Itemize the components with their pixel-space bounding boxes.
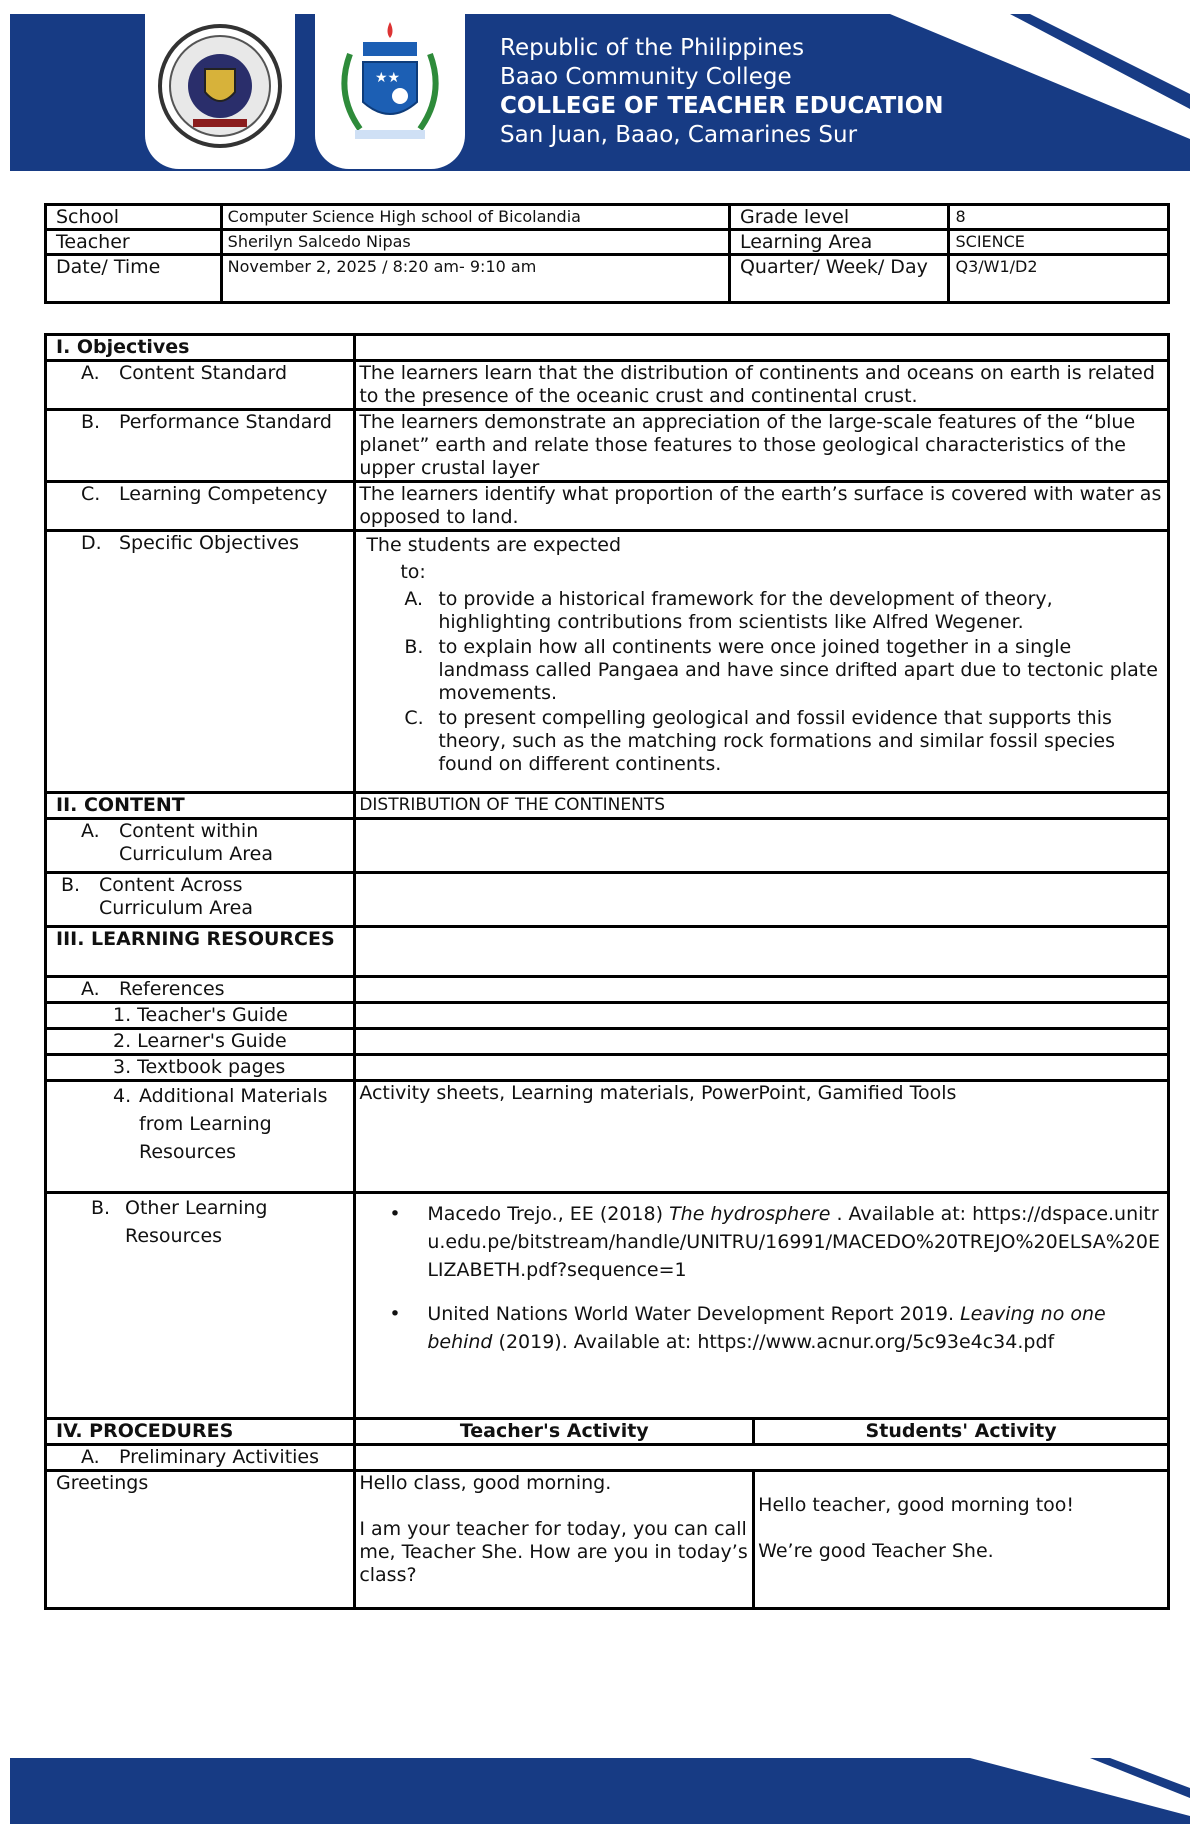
table-row xyxy=(46,1193,1169,1419)
content-standard-label: A. Content Standard xyxy=(46,361,355,410)
date-label: Date/ Time xyxy=(46,255,222,303)
table-row xyxy=(46,927,1169,977)
content-across-label: B. Content Across Curriculum Area xyxy=(46,873,355,927)
learning-resources-heading: III. LEARNING RESOURCES xyxy=(46,927,355,977)
table-row xyxy=(46,1029,1169,1055)
teacher-value: Sherilyn Salcedo Nipas xyxy=(221,230,729,255)
date-value: November 2, 2025 / 8:20 am- 9:10 am xyxy=(221,255,729,303)
performance-standard-text: The learners demonstrate an appreciation of the large-scale features of the “blue planet” earth and relate those features to those geological characteristics of the upper crustal layer xyxy=(355,410,1169,482)
school-value: Computer Science High school of Bicolandia xyxy=(221,205,729,230)
footer-stripe xyxy=(10,1758,1190,1824)
table-row xyxy=(46,205,1169,230)
college-of-education-logo xyxy=(315,14,465,169)
table-row xyxy=(46,482,1169,531)
table-row xyxy=(46,1471,1169,1609)
additional-materials-value: Activity sheets, Learning materials, PowerPoint, Gamified Tools xyxy=(355,1081,1169,1193)
additional-materials-label: 4. Additional Materials from Learning Resources xyxy=(46,1081,355,1193)
table-row xyxy=(46,1445,1169,1471)
other-resources-label: B. Other Learning Resources xyxy=(46,1193,355,1419)
table-row xyxy=(46,1055,1169,1081)
objectives-list xyxy=(404,588,1164,776)
learners-guide-label: 2. Learner's Guide xyxy=(46,1029,355,1055)
specific-objectives-label: D. Specific Objectives xyxy=(46,531,355,793)
lesson-info-table xyxy=(44,203,1170,304)
table-row xyxy=(46,873,1169,927)
table-row xyxy=(46,1081,1169,1193)
header-text xyxy=(500,34,944,150)
quarter-value: Q3/W1/D2 xyxy=(949,255,1169,303)
svg-text:★★: ★★ xyxy=(375,70,401,86)
quarter-label: Quarter/ Week/ Day xyxy=(729,255,949,303)
table-row xyxy=(46,361,1169,410)
learning-area-value: SCIENCE xyxy=(949,230,1169,255)
table-row xyxy=(46,531,1169,793)
table-row xyxy=(46,793,1169,819)
specific-objectives-text: The students are expected to: A. to provide a historical framework for the development of theory, highlighting contributions from scientists like Alfred Wegener. B. to explain how all continents were once joined together in a single landmass called Pangaea and have since drifted apart due to tectonic plate movements. C. to present compelling geological and fossil evidence that supports this theory, such as the matching rock formations and similar fossil species found on different continents. xyxy=(355,531,1169,793)
header-college-name: Baao Community College xyxy=(500,64,792,90)
list-item: • Macedo Trejo., EE (2018) The hydrosphere . Available at: https://dspace.unitru.edu.pe/bitstream/handle/UNITRU/16991/MACEDO%20TREJO%20ELSA%20ELIZABETH.pdf?sequence=1 xyxy=(389,1203,1160,1281)
objectives-heading: I. Objectives xyxy=(46,335,355,361)
teachers-guide-label: 1. Teacher's Guide xyxy=(46,1003,355,1029)
table-row xyxy=(46,230,1169,255)
content-standard-text: The learners learn that the distribution of continents and oceans on earth is related to the presence of the oceanic crust and continental crust. xyxy=(355,361,1169,410)
greetings-label: Greetings xyxy=(46,1471,355,1609)
learning-competency-label: C. Learning Competency xyxy=(46,482,355,531)
teacher-activity-heading: Teacher's Activity xyxy=(355,1419,754,1445)
table-row xyxy=(46,1419,1169,1445)
reference-list xyxy=(389,1200,1164,1356)
references-label: A. References xyxy=(46,977,355,1003)
content-heading: II. CONTENT xyxy=(46,793,355,819)
textbook-pages-label: 3. Textbook pages xyxy=(46,1055,355,1081)
procedures-heading: IV. PROCEDURES xyxy=(46,1419,355,1445)
other-resources-list xyxy=(355,1193,1169,1419)
grade-value: 8 xyxy=(949,205,1169,230)
table-row xyxy=(46,1003,1169,1029)
students-activity-heading: Students' Activity xyxy=(754,1419,1169,1445)
teacher-greeting: Hello class, good morning. I am your teacher for today, you can call me, Teacher She. How are you in today’s class? xyxy=(355,1471,754,1609)
table-row xyxy=(46,410,1169,482)
list-item: C. to present compelling geological and fossil evidence that supports this theory, such as the matching rock formations and similar fossil species found on different continents. xyxy=(404,707,1116,775)
header-address: San Juan, Baao, Camarines Sur xyxy=(500,122,858,148)
preliminary-activities-label: A. Preliminary Activities xyxy=(46,1445,355,1471)
table-row xyxy=(46,819,1169,873)
header-republic: Republic of the Philippines xyxy=(500,35,805,61)
college-seal-logo xyxy=(145,14,295,169)
performance-standard-label: B. Performance Standard xyxy=(46,410,355,482)
header-department: COLLEGE OF TEACHER EDUCATION xyxy=(500,93,944,119)
lesson-plan-table xyxy=(44,333,1170,1610)
list-item: A. to provide a historical framework for the development of theory, highlighting contributions from scientists like Alfred Wegener. xyxy=(404,588,1053,633)
table-row xyxy=(46,335,1169,361)
school-label: School xyxy=(46,205,222,230)
list-item: • United Nations World Water Development Report 2019. Leaving no one behind (2019). Available at: https://www.acnur.org/5c93e4c34.pdf xyxy=(389,1303,1106,1353)
grade-label: Grade level xyxy=(729,205,949,230)
learning-competency-text: The learners identify what proportion of the earth’s surface is covered with water as opposed to land. xyxy=(355,482,1169,531)
content-within-label: A. Content within Curriculum Area xyxy=(46,819,355,873)
table-row xyxy=(46,255,1169,303)
footer-banner xyxy=(10,1758,1190,1824)
learning-area-label: Learning Area xyxy=(729,230,949,255)
header-banner xyxy=(10,14,1190,171)
list-item: B. to explain how all continents were once joined together in a single landmass called Pangaea and have since drifted apart due to tectonic plate movements. xyxy=(404,636,1158,704)
content-value: DISTRIBUTION OF THE CONTINENTS xyxy=(355,793,1169,819)
table-row xyxy=(46,977,1169,1003)
teacher-label: Teacher xyxy=(46,230,222,255)
students-greeting: Hello teacher, good morning too! We’re good Teacher She. xyxy=(754,1471,1169,1609)
